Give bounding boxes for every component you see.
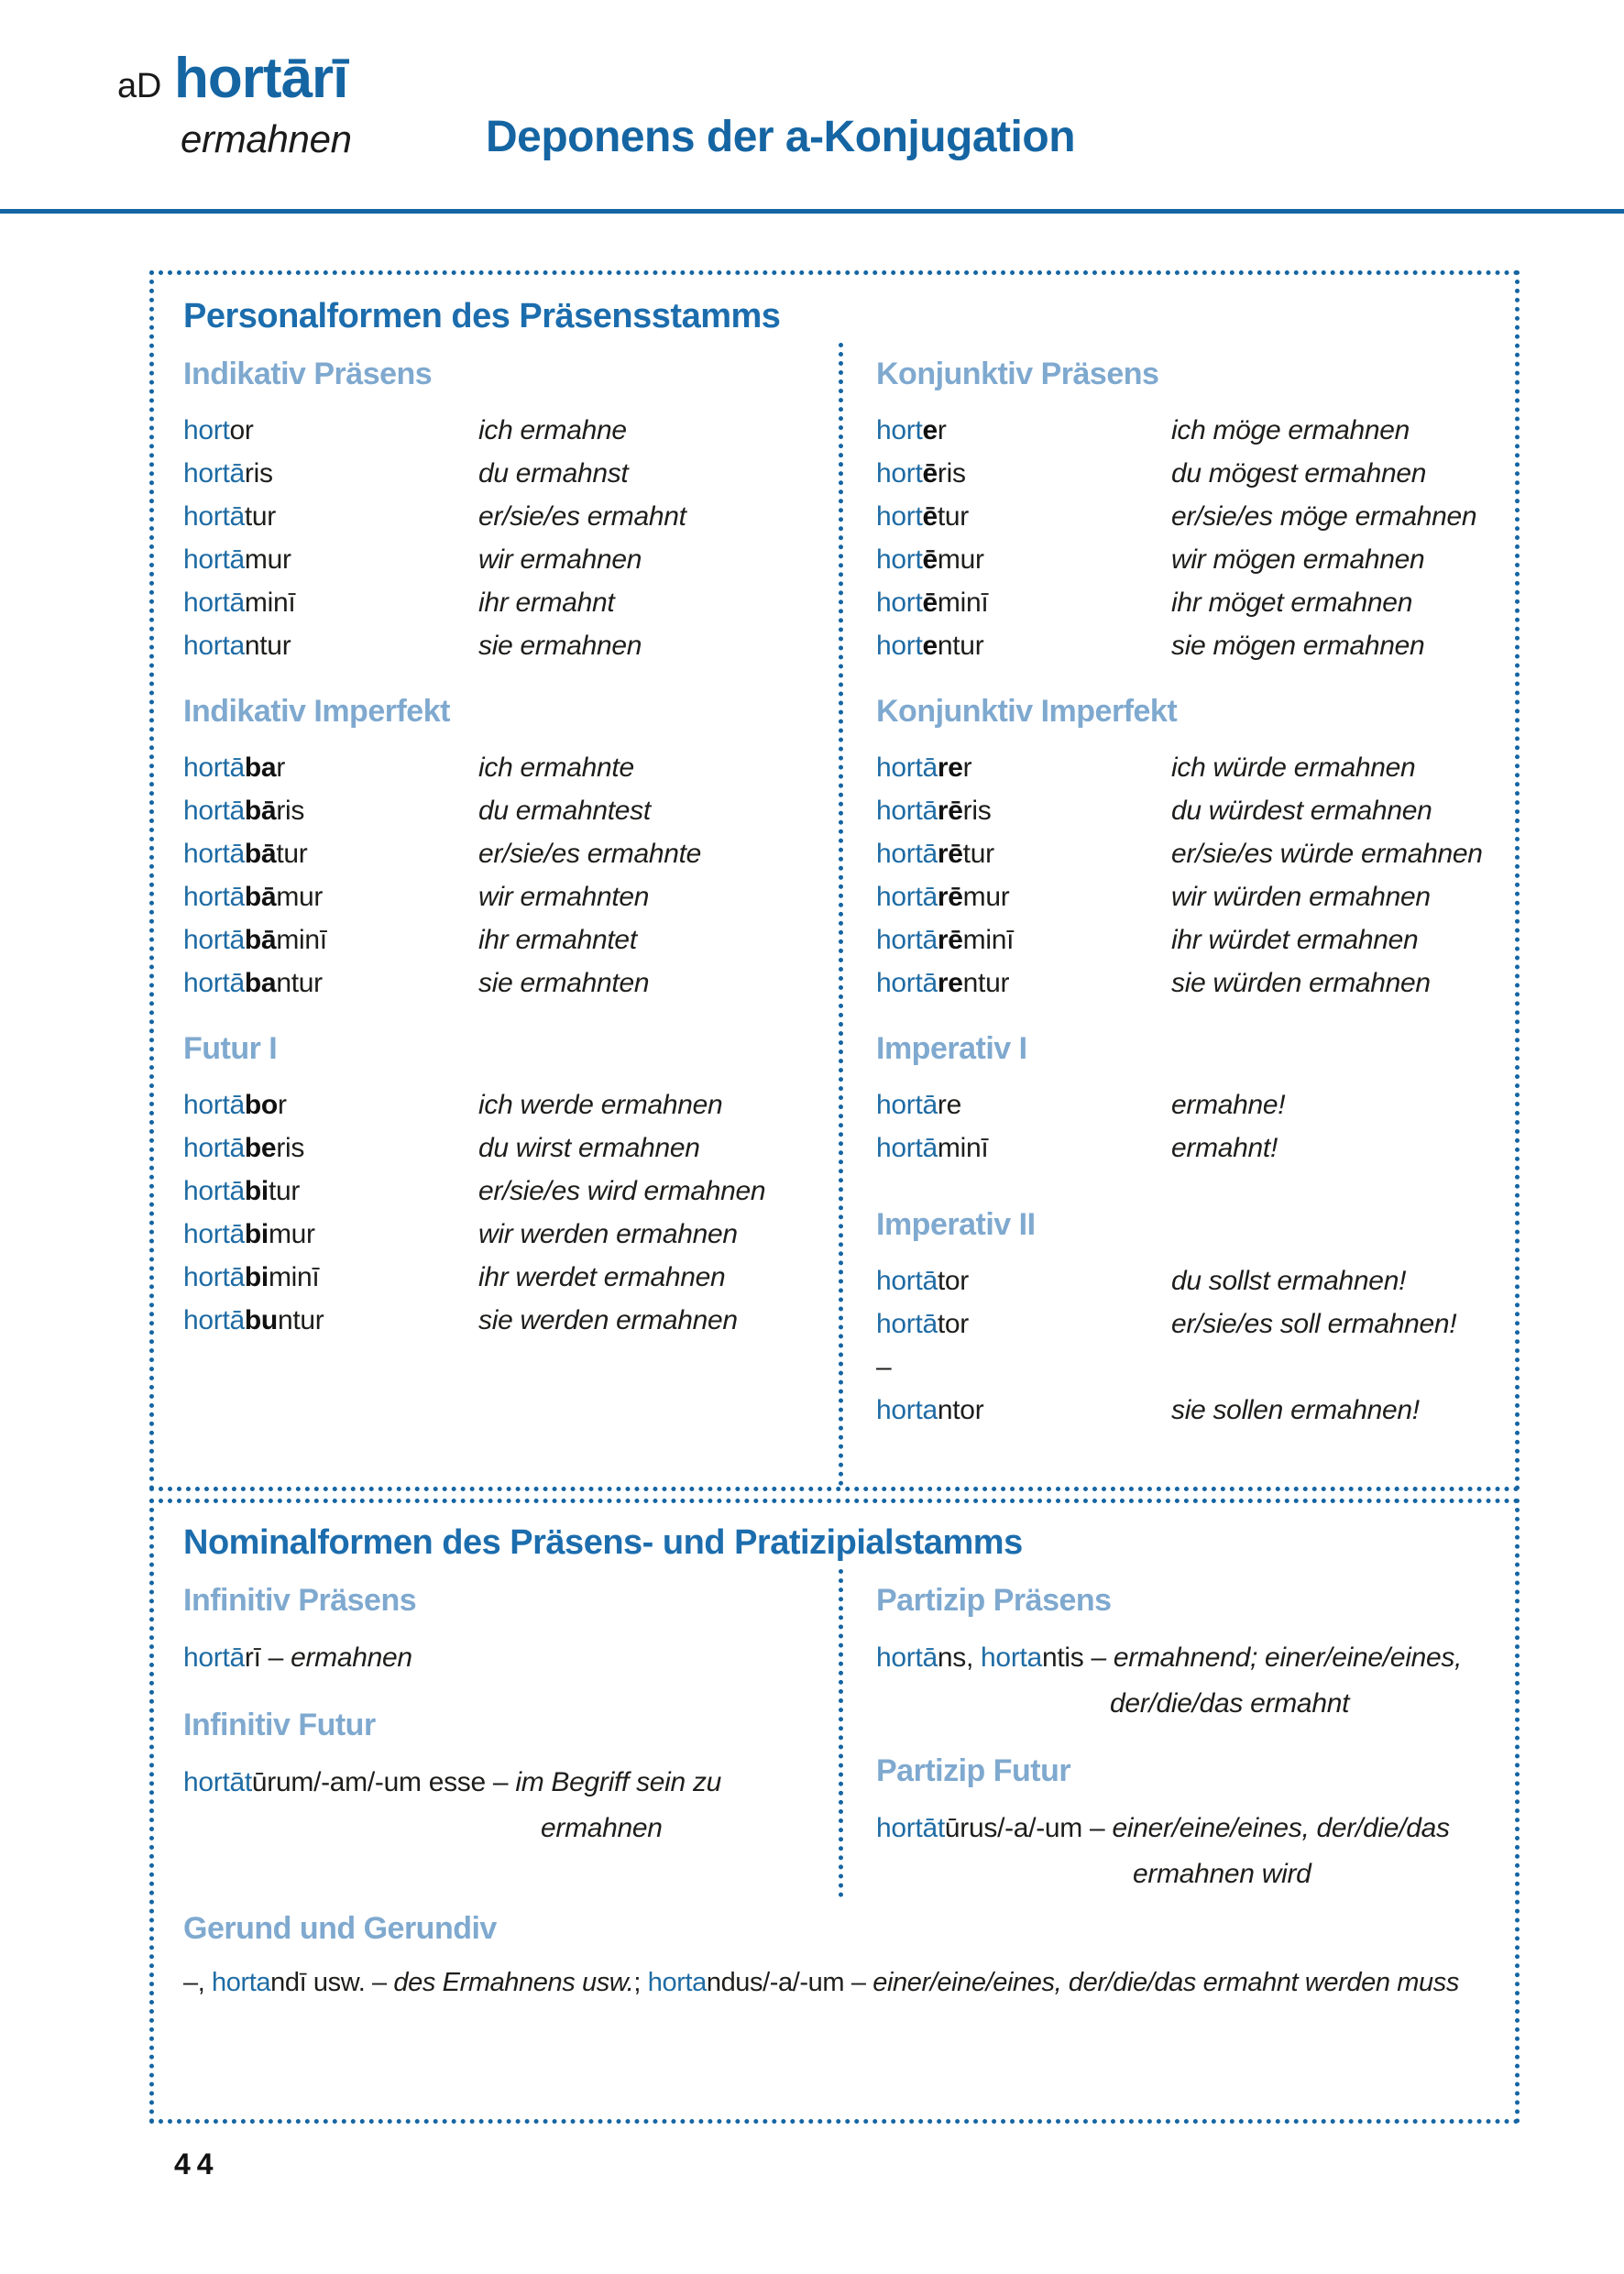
translation: du sollst ermahnen! xyxy=(1171,1266,1407,1296)
subtitle-row xyxy=(0,112,1624,172)
translation: wir werden ermahnen xyxy=(478,1219,738,1249)
latin-form xyxy=(876,1126,1171,1170)
verb-stem: hortā xyxy=(183,501,245,532)
verb-marker: re xyxy=(937,753,963,783)
conjugation-row xyxy=(183,1299,824,1342)
verb-ending: r xyxy=(276,753,286,783)
personal-forms-title: Personalformen des Präsensstamms xyxy=(183,297,781,335)
nominal-section xyxy=(183,1582,824,1681)
nominal-line xyxy=(876,1851,1500,1897)
latin-form xyxy=(183,961,478,1005)
nominal-forms-title: Nominalformen des Präsens- und Pratizipialstamms xyxy=(183,1523,1023,1562)
lemma-row xyxy=(117,46,1624,110)
translation: wir würden ermahnen xyxy=(1171,882,1431,912)
translation: ich werde ermahnen xyxy=(478,1090,723,1120)
verb-stem: hortā xyxy=(183,1219,245,1249)
latin-form xyxy=(183,1170,478,1213)
verb-ending: minī xyxy=(244,588,296,618)
translation: ich möge ermahnen xyxy=(1171,415,1410,445)
nominal-section xyxy=(876,1752,1500,1897)
verb-marker: re xyxy=(937,968,963,998)
latin-form xyxy=(876,581,1171,624)
verb-stem: hortāt xyxy=(876,1813,945,1843)
verb-ending: minī xyxy=(937,588,989,618)
conjugation-row xyxy=(876,961,1500,1005)
nominal-section xyxy=(183,1707,824,1851)
verb-ending: tur xyxy=(276,839,308,869)
latin-form xyxy=(876,624,1171,667)
verb-marker: rē xyxy=(937,796,963,826)
verb-ending: mur xyxy=(276,882,324,912)
conjugation-row xyxy=(876,1259,1500,1302)
conjugation-row xyxy=(876,1346,1500,1389)
translation: er/sie/es wird ermahnen xyxy=(478,1176,766,1206)
verb-stem: hortā xyxy=(876,796,938,826)
verb-stem: horta xyxy=(876,1395,938,1425)
section-heading: Konjunktiv Präsens xyxy=(876,357,1159,391)
conjugation-row xyxy=(183,1126,824,1170)
translation: sie sollen ermahnen! xyxy=(1171,1395,1420,1425)
conjugation-row xyxy=(183,961,824,1005)
verb-stem: hortā xyxy=(876,1309,938,1339)
translation: wir mögen ermahnen xyxy=(1171,544,1425,575)
conjugation-row xyxy=(876,1126,1500,1170)
latin-form xyxy=(876,409,1171,452)
verb-marker: e xyxy=(922,415,938,445)
gerund-section xyxy=(154,1897,1515,2005)
verb-stem: hortā xyxy=(183,796,245,826)
translation: sie ermahnen xyxy=(478,631,642,661)
translation: du ermahntest xyxy=(478,796,651,826)
verb-stem: hortā xyxy=(876,753,938,783)
verb-ending: tur xyxy=(937,501,970,532)
latin-form xyxy=(183,495,478,538)
translation: er/sie/es möge ermahnen xyxy=(1171,501,1477,532)
verb-stem: hortā xyxy=(183,968,245,998)
nominal-section xyxy=(876,1582,1500,1727)
translation-text: ermahnen wird xyxy=(1133,1859,1311,1889)
conjugation-row xyxy=(876,875,1500,918)
verb-ending: ūrus/-a/-um – xyxy=(944,1813,1113,1843)
verb-ending: ris xyxy=(276,1133,305,1163)
section-heading: Indikativ Imperfekt xyxy=(183,694,450,729)
conjugation-row xyxy=(183,1256,824,1299)
latin-form xyxy=(183,746,478,789)
conjugation-row xyxy=(876,1302,1500,1346)
verb-stem: hort xyxy=(183,415,230,445)
section-heading: Imperativ I xyxy=(876,1031,1027,1066)
conjugation-section xyxy=(876,1206,1500,1432)
section-heading: Gerund und Gerundiv xyxy=(183,1911,497,1946)
verb-stem: hortā xyxy=(876,839,938,869)
verb-marker: ba xyxy=(244,753,277,783)
conjugation-row xyxy=(183,918,824,961)
verb-ending: ntis – xyxy=(1041,1642,1114,1673)
verb-stem: hort xyxy=(876,544,923,575)
verb-stem: hortā xyxy=(183,839,245,869)
lemma-tag: aD xyxy=(117,67,161,105)
verb-stem: hortā xyxy=(183,588,245,618)
verb-ending: ntor xyxy=(937,1395,984,1425)
verb-ending: minī xyxy=(937,1133,989,1163)
nominal-left-column xyxy=(154,1569,839,1897)
latin-form xyxy=(183,832,478,875)
latin-form xyxy=(876,875,1171,918)
verb-ending: ndī usw. – xyxy=(270,1968,394,1997)
latin-form xyxy=(183,1213,478,1256)
latin-form xyxy=(876,538,1171,581)
conjugation-row xyxy=(183,1083,824,1126)
translation: wir ermahnten xyxy=(478,882,650,912)
verb-ending: ntur xyxy=(244,631,291,661)
latin-form xyxy=(183,789,478,832)
verb-ending: r xyxy=(277,1090,287,1120)
translation: ihr würdet ermahnen xyxy=(1171,925,1419,955)
translation: wir ermahnen xyxy=(478,544,642,575)
latin-form xyxy=(876,789,1171,832)
verb-stem: hortā xyxy=(876,925,938,955)
verb-ending: ; xyxy=(633,1968,648,1997)
conjugation-row xyxy=(183,832,824,875)
verb-ending: minī xyxy=(268,1262,320,1292)
verb-marker: bā xyxy=(244,839,277,869)
verb-ending: ris xyxy=(962,796,992,826)
latin-form xyxy=(183,875,478,918)
latin-form xyxy=(183,1256,478,1299)
verb-ending: mur xyxy=(268,1219,315,1249)
latin-form xyxy=(183,452,478,495)
nominal-forms-columns xyxy=(154,1569,1515,1897)
conjugation-row xyxy=(183,789,824,832)
translation: sie ermahnten xyxy=(478,968,650,998)
translation: sie werden ermahnen xyxy=(478,1305,738,1335)
conjugation-section xyxy=(183,356,824,667)
verb-marker: ē xyxy=(922,458,938,489)
verb-stem: horta xyxy=(981,1642,1042,1673)
verb-ending: re xyxy=(937,1090,961,1120)
conjugation-row xyxy=(876,1389,1500,1432)
verb-stem: hortā xyxy=(183,544,245,575)
verb-stem: hortā xyxy=(183,1305,245,1335)
conjugation-row xyxy=(876,918,1500,961)
conjugation-row xyxy=(876,789,1500,832)
verb-stem: hortā xyxy=(876,1642,938,1673)
verb-stem: hortā xyxy=(183,1090,245,1120)
latin-form xyxy=(876,918,1171,961)
verb-stem: hort xyxy=(876,631,923,661)
verb-ending: ntur xyxy=(277,1305,324,1335)
verb-stem: hortā xyxy=(183,458,245,489)
verb-ending: or xyxy=(229,415,254,445)
translation: ermahne! xyxy=(1171,1090,1286,1120)
verb-marker: bo xyxy=(244,1090,278,1120)
verb-ending: tur xyxy=(962,839,994,869)
verb-marker: bā xyxy=(244,882,277,912)
verb-stem: hortā xyxy=(876,968,938,998)
verb-stem: hortā xyxy=(876,882,938,912)
verb-ending: mur xyxy=(937,544,984,575)
translation-text: ermahnend; einer/eine/eines, xyxy=(1113,1642,1463,1673)
verb-stem: hortā xyxy=(183,925,245,955)
verb-marker: ē xyxy=(922,501,938,532)
translation: sie würden ermahnen xyxy=(1171,968,1431,998)
verb-ending: ntur xyxy=(937,631,984,661)
translation: du ermahnst xyxy=(478,458,629,489)
verb-stem: hortā xyxy=(183,1642,245,1673)
conjugation-row xyxy=(876,581,1500,624)
verb-stem: horta xyxy=(647,1968,707,1997)
conjugation-row xyxy=(876,495,1500,538)
verb-marker: bi xyxy=(244,1176,269,1206)
page-header xyxy=(0,0,1624,214)
section-heading: Indikativ Präsens xyxy=(183,357,433,391)
nominal-line xyxy=(183,1760,824,1806)
verb-ending: rī – xyxy=(244,1642,291,1673)
latin-form xyxy=(183,409,478,452)
nominal-line xyxy=(876,1635,1500,1681)
conjugation-row xyxy=(876,832,1500,875)
translation: er/sie/es ermahnte xyxy=(478,839,702,869)
conjugation-section xyxy=(183,1030,824,1342)
translation-text: einer/eine/eines, der/die/das ermahnt werden muss xyxy=(872,1968,1459,1997)
verb-marker: bā xyxy=(244,796,277,826)
translation: er/sie/es soll ermahnen! xyxy=(1171,1309,1457,1339)
translation: ihr möget ermahnen xyxy=(1171,588,1413,618)
verb-ending: mur xyxy=(962,882,1010,912)
latin-form xyxy=(876,1389,1171,1432)
conjugation-section xyxy=(876,356,1500,667)
verb-stem: hortā xyxy=(876,1133,938,1163)
verb-ending: minī xyxy=(276,925,327,955)
verb-ending: ris xyxy=(276,796,305,826)
conjugation-section xyxy=(876,693,1500,1005)
translation: ihr ermahnt xyxy=(478,588,615,618)
verb-ending: mur xyxy=(244,544,291,575)
verb-ending: ndus/-a/-um – xyxy=(706,1968,873,1997)
latin-form xyxy=(183,918,478,961)
nominal-line xyxy=(183,1635,824,1681)
translation: ich würde ermahnen xyxy=(1171,753,1416,783)
verb-marker: bu xyxy=(244,1305,278,1335)
conjugation-row xyxy=(183,1170,824,1213)
verb-marker: rē xyxy=(937,839,963,869)
latin-form xyxy=(876,495,1171,538)
conjugation-section xyxy=(876,1030,1500,1170)
verb-marker: ē xyxy=(922,588,938,618)
latin-form xyxy=(183,624,478,667)
latin-form xyxy=(876,1302,1171,1346)
translation: ich ermahnte xyxy=(478,753,634,783)
verb-marker: bi xyxy=(244,1262,269,1292)
translation-text: ermahnen xyxy=(541,1813,663,1843)
verb-marker: be xyxy=(244,1133,277,1163)
section-heading: Imperativ II xyxy=(876,1207,1036,1242)
translation: du wirst ermahnen xyxy=(478,1133,700,1163)
verb-marker: rē xyxy=(937,925,963,955)
latin-form xyxy=(876,452,1171,495)
verb-stem: hortā xyxy=(183,1176,245,1206)
nominal-line xyxy=(183,1806,824,1851)
latin-form xyxy=(183,581,478,624)
verb-stem: hortā xyxy=(876,1090,938,1120)
verb-marker: e xyxy=(922,631,938,661)
section-heading: Infinitiv Präsens xyxy=(183,1583,417,1618)
conjugation-row xyxy=(183,495,824,538)
latin-form xyxy=(876,961,1171,1005)
translation: ich ermahne xyxy=(478,415,627,445)
verb-ending: tor xyxy=(937,1309,970,1339)
verb-stem: hort xyxy=(876,458,923,489)
translation: du würdest ermahnen xyxy=(1171,796,1432,826)
conjugation-section xyxy=(183,693,824,1005)
conjugation-row xyxy=(183,452,824,495)
nominal-line xyxy=(876,1681,1500,1727)
verb-ending: ris xyxy=(244,458,273,489)
conjugation-row xyxy=(183,581,824,624)
translation: ermahnt! xyxy=(1171,1133,1278,1163)
latin-form xyxy=(183,1299,478,1342)
translation: du mögest ermahnen xyxy=(1171,458,1427,489)
verb-ending: tur xyxy=(244,501,277,532)
verb-marker: rē xyxy=(937,882,963,912)
translation: ihr werdet ermahnen xyxy=(478,1262,726,1292)
nominal-line xyxy=(876,1806,1500,1851)
translation: sie mögen ermahnen xyxy=(1171,631,1425,661)
latin-form xyxy=(183,1083,478,1126)
lemma-word: hortārī xyxy=(173,47,348,110)
translation-text: des Ermahnens usw. xyxy=(393,1968,634,1997)
verb-ending: –, xyxy=(183,1968,213,1997)
latin-form xyxy=(183,538,478,581)
verb-ending: ris xyxy=(937,458,966,489)
conjugation-row xyxy=(183,409,824,452)
personal-left-column xyxy=(154,343,839,1487)
section-heading: Konjunktiv Imperfekt xyxy=(876,694,1178,729)
nominal-section xyxy=(183,1910,1486,2005)
verb-ending: – xyxy=(876,1352,892,1382)
latin-form xyxy=(183,1126,478,1170)
conjugation-row xyxy=(183,538,824,581)
conjugation-row xyxy=(876,746,1500,789)
verb-stem: hortā xyxy=(183,753,245,783)
verb-marker: ba xyxy=(244,968,277,998)
nominal-line xyxy=(183,1960,1486,2005)
page-number: 44 xyxy=(174,2148,220,2181)
translation-text: der/die/das ermahnt xyxy=(1110,1688,1350,1719)
verb-stem: hort xyxy=(876,415,923,445)
section-heading: Partizip Präsens xyxy=(876,1583,1112,1618)
chapter-title: Deponens der a-Konjugation xyxy=(486,113,1076,161)
lemma-translation: ermahnen xyxy=(181,117,352,160)
personal-forms-columns xyxy=(154,343,1515,1487)
conjugation-row xyxy=(183,624,824,667)
nominal-right-column xyxy=(839,1569,1515,1897)
latin-form xyxy=(876,832,1171,875)
conjugation-row xyxy=(876,409,1500,452)
conjugation-row xyxy=(876,1083,1500,1126)
nominal-forms-box xyxy=(149,1499,1520,2124)
verb-stem: hort xyxy=(876,588,923,618)
conjugation-row xyxy=(183,875,824,918)
verb-marker: bā xyxy=(244,925,277,955)
translation-text: im Begriff sein zu xyxy=(515,1767,722,1797)
translation-text: einer/eine/eines, der/die/das xyxy=(1112,1813,1450,1843)
verb-ending: ns, xyxy=(937,1642,982,1673)
verb-ending: tur xyxy=(268,1176,301,1206)
conjugation-row xyxy=(876,624,1500,667)
verb-stem: hortā xyxy=(183,882,245,912)
section-heading: Infinitiv Futur xyxy=(183,1708,376,1742)
verb-ending: ntur xyxy=(276,968,323,998)
verb-stem: hortāt xyxy=(183,1767,252,1797)
latin-form xyxy=(876,1083,1171,1126)
personal-right-column xyxy=(839,343,1515,1487)
translation: ihr ermahntet xyxy=(478,925,637,955)
verb-ending: minī xyxy=(962,925,1015,955)
translation: er/sie/es würde ermahnen xyxy=(1171,839,1483,869)
verb-stem: hortā xyxy=(876,1266,938,1296)
conjugation-row xyxy=(876,538,1500,581)
verb-stem: hortā xyxy=(183,1262,245,1292)
verb-ending: ūrum/-am/-um esse – xyxy=(251,1767,516,1797)
conjugation-row xyxy=(183,746,824,789)
section-heading: Partizip Futur xyxy=(876,1753,1071,1788)
latin-form xyxy=(876,1259,1171,1302)
verb-stem: hortā xyxy=(183,1133,245,1163)
verb-ending: ntur xyxy=(962,968,1010,998)
personal-forms-box xyxy=(149,270,1520,1491)
translation: er/sie/es ermahnt xyxy=(478,501,686,532)
verb-ending: tor xyxy=(937,1266,970,1296)
verb-marker: ē xyxy=(922,544,938,575)
header-rule xyxy=(0,209,1624,214)
verb-marker: bi xyxy=(244,1219,269,1249)
latin-form xyxy=(876,746,1171,789)
latin-form xyxy=(876,1346,1171,1389)
conjugation-row xyxy=(183,1213,824,1256)
section-heading: Futur I xyxy=(183,1031,278,1066)
verb-stem: hort xyxy=(876,501,923,532)
conjugation-row xyxy=(876,452,1500,495)
translation-text: ermahnen xyxy=(291,1642,412,1673)
verb-stem: horta xyxy=(183,631,245,661)
verb-ending: r xyxy=(962,753,972,783)
verb-ending: r xyxy=(937,415,947,445)
verb-stem: horta xyxy=(212,1968,271,1997)
